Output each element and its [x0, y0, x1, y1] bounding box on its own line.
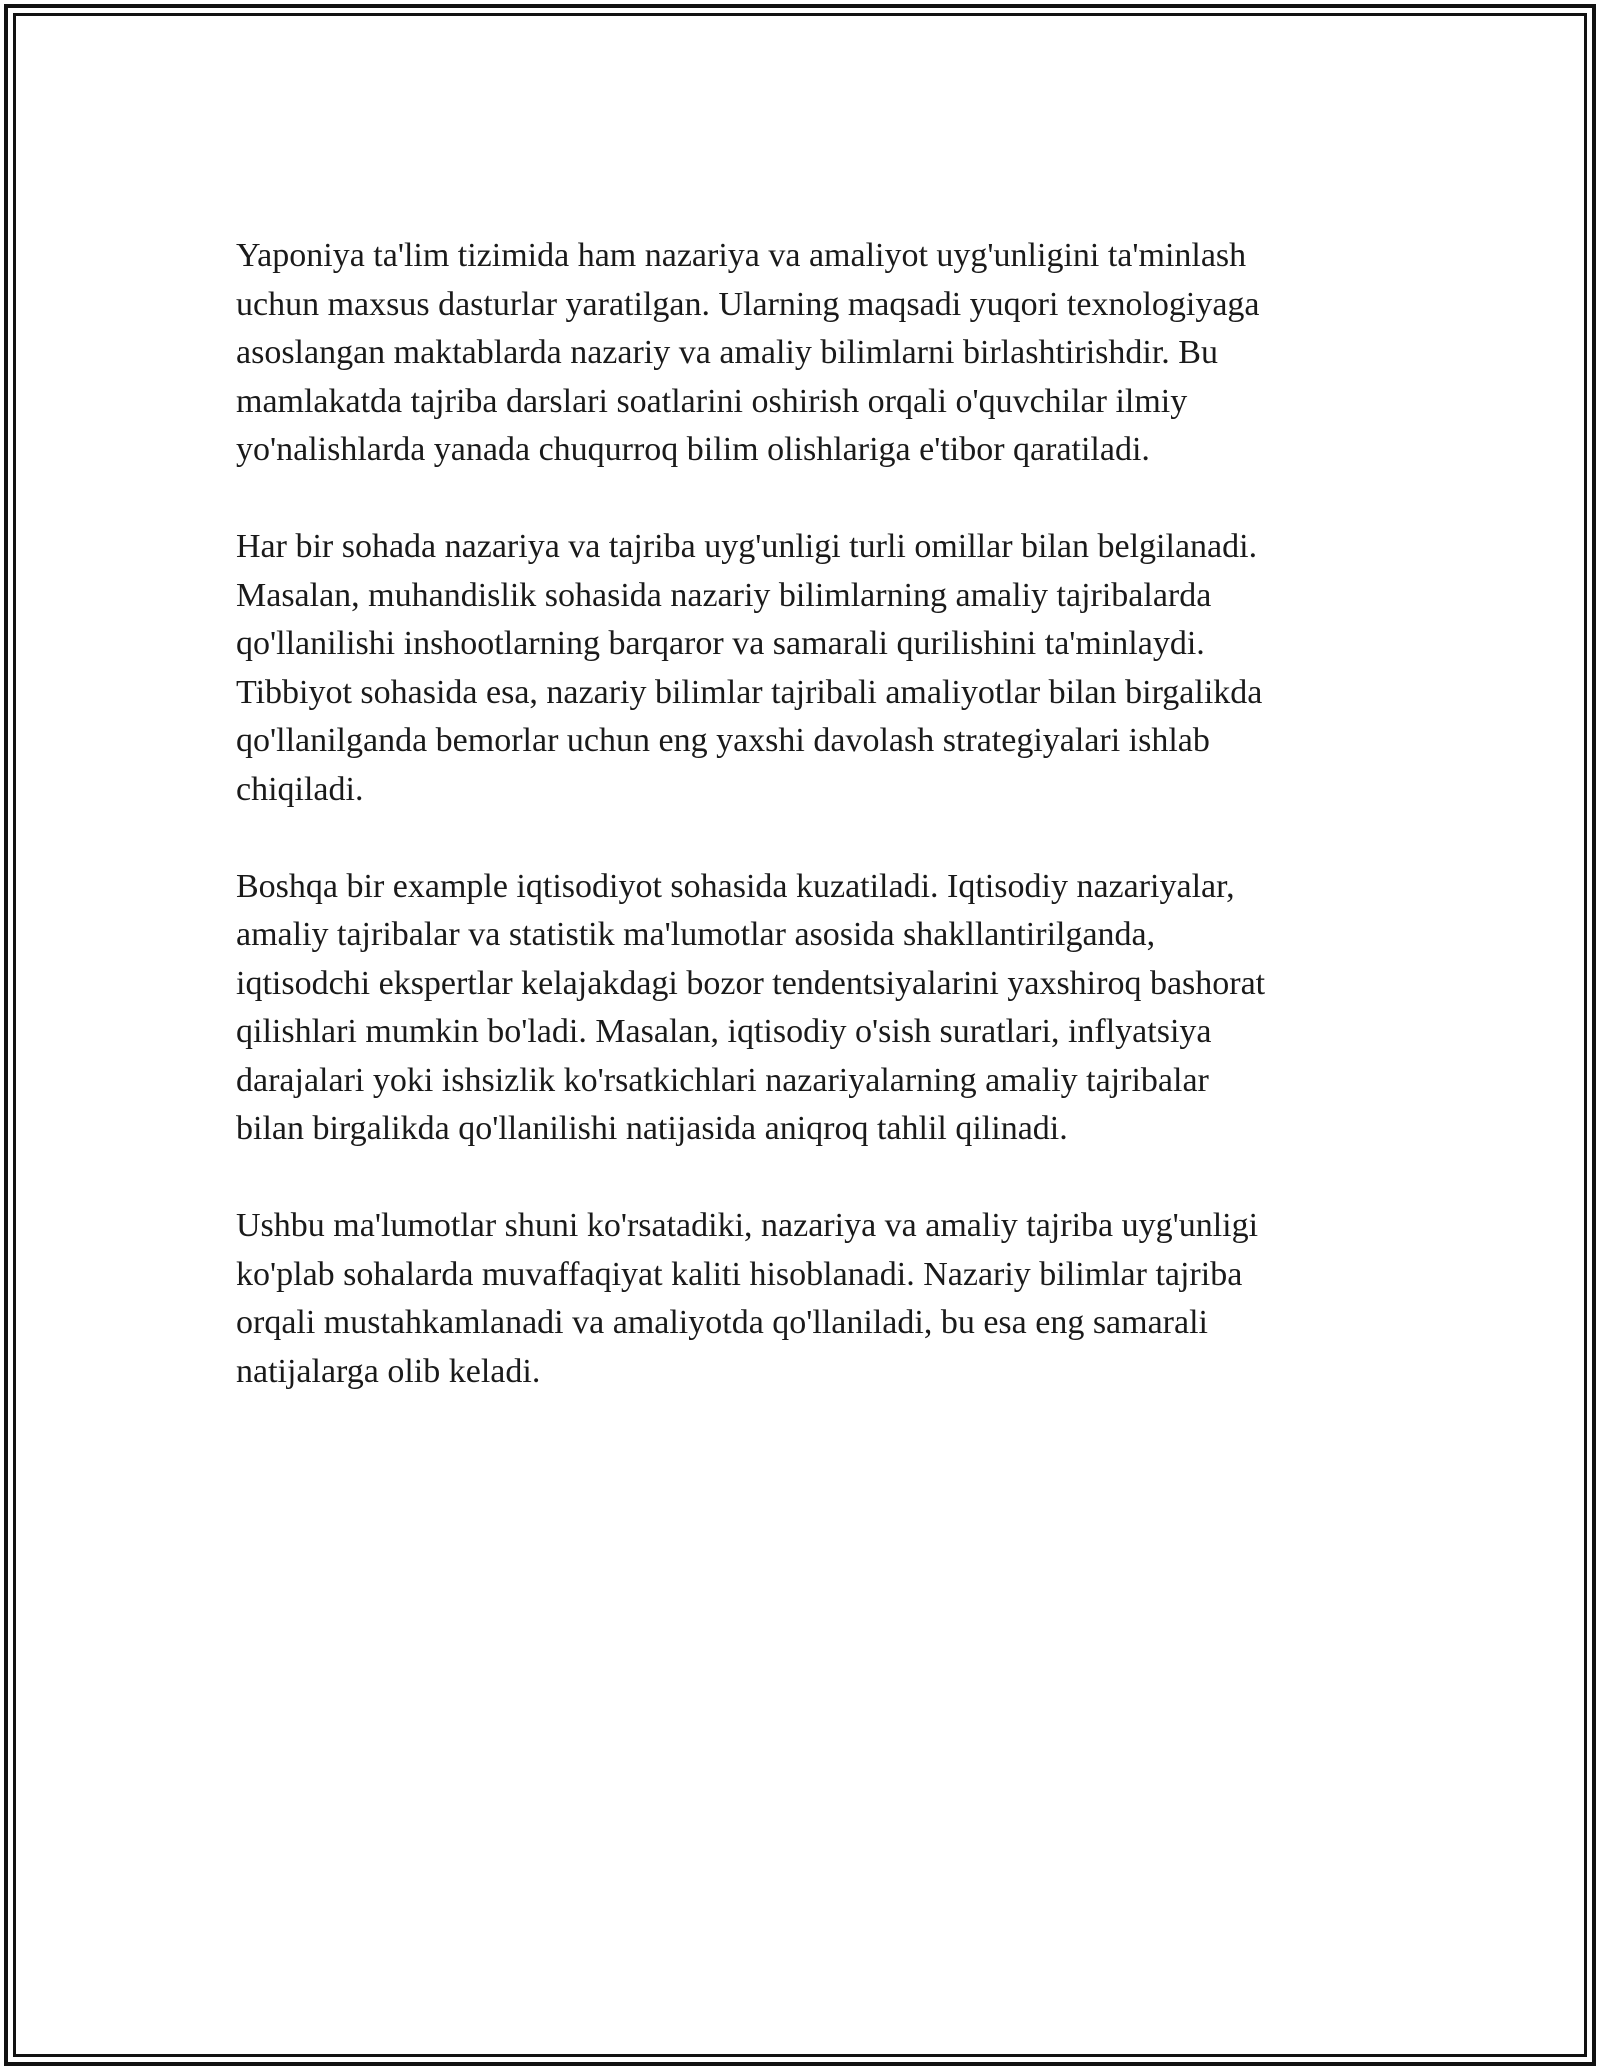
paragraph-1: Yaponiya ta'lim tizimida ham nazariya va amaliyot uyg'unligini ta'minlash uchun maxsus dasturlar yaratilgan. Ularning maqsadi yuqori texnologiyaga asoslangan maktablarda nazariy va amaliy bilimlarni birlashtirishdir. Bu mamlakatda tajriba darslari soatlarini oshirish orqali o'quvchilar ilmiy yo'nalishlarda yanada chuqurroq bilim olishlariga e'tibor qaratiladi.	[236, 237, 1260, 468]
document-body	[236, 232, 1366, 1445]
paragraph-3: Boshqa bir example iqtisodiyot sohasida kuzatiladi. Iqtisodiy nazariyalar, amaliy tajribalar va statistik ma'lumotlar asosida shakllantirilganda, iqtisodchi ekspertlar kelajakdagi bozor tendentsiyalarini yaxshiroq bashorat qilishlari mumkin bo'ladi. Masalan, iqtisodiy o'sish suratlari, inflyatsiya darajalari yoki ishsizlik ko'rsatkichlari nazariyalarning amaliy tajribalar bilan birgalikda qo'llanilishi natijasida aniqroq tahlil qilinadi.	[236, 867, 1266, 1147]
paragraph-4: Ushbu ma'lumotlar shuni ko'rsatadiki, nazariya va amaliy tajriba uyg'unligi ko'plab sohalarda muvaffaqiyat kaliti hisoblanadi. Nazariy bilimlar tajriba orqali mustahkamlanadi va amaliyotda qo'llaniladi, bu esa eng samarali natijalarga olib keladi.	[236, 1207, 1259, 1390]
paragraph-2: Har bir sohada nazariya va tajriba uyg'unligi turli omillar bilan belgilanadi. Masalan, muhandislik sohasida nazariy bilimlarning amaliy tajribalarda qo'llanilishi inshootlarning barqaror va samarali qurilishini ta'minlaydi. Tibbiyot sohasida esa, nazariy bilimlar tajribali amaliyotlar bilan birgalikda qo'llanilganda bemorlar uchun eng yaxshi davolash strategiyalari ishlab chiqiladi.	[236, 528, 1263, 808]
